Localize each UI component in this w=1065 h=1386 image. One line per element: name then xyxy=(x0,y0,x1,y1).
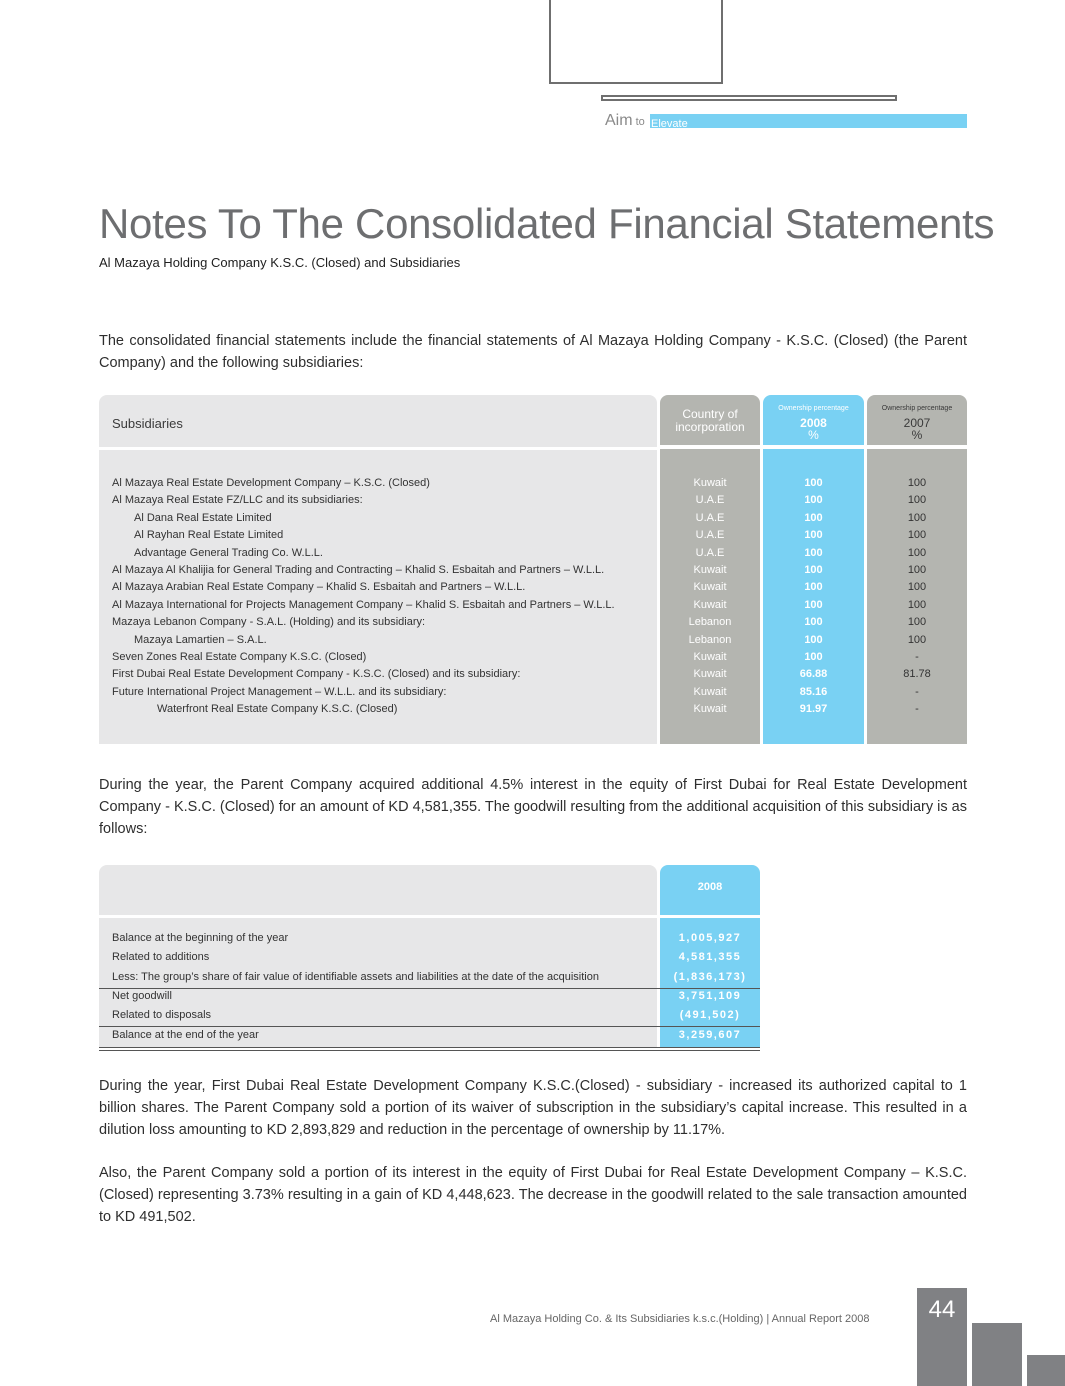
goodwill-label: Related to additions xyxy=(112,951,210,964)
goodwill-value: 1,005,927 xyxy=(678,932,742,944)
subsidiary-name: Advantage General Trading Co. W.L.L. xyxy=(134,546,323,559)
goodwill-label: Related to disposals xyxy=(112,1009,212,1022)
subsidiary-name: Mazaya Lamartien – S.A.L. xyxy=(134,633,267,646)
table-row xyxy=(99,632,967,649)
country-cell: Kuwait xyxy=(693,477,727,489)
ownership-2007-cell: 100 xyxy=(907,564,927,576)
ownership-2007-cell: 100 xyxy=(907,633,927,646)
footer-block-3 xyxy=(1027,1355,1065,1386)
goodwill-value: (1,836,173) xyxy=(673,970,747,983)
table-row xyxy=(99,948,760,967)
subsidiary-name: Mazaya Lebanon Company - S.A.L. (Holding) and its subsidiary: xyxy=(112,616,426,629)
table-row xyxy=(99,684,967,701)
col-header-country xyxy=(660,408,760,434)
table-row xyxy=(99,527,967,544)
subsidiary-name: First Dubai Real Estate Development Company - K.S.C. (Closed) and its subsidiary: xyxy=(112,668,521,681)
table-row xyxy=(99,701,967,718)
tagline-to: to xyxy=(635,116,645,128)
tagline-aim: Aim xyxy=(605,112,633,129)
page-title: Notes To The Consolidated Financial Statements xyxy=(99,200,995,247)
subsidiary-name: Al Mazaya Real Estate FZ/LLC and its subsidiaries: xyxy=(112,494,363,507)
goodwill-value: 4,581,355 xyxy=(678,951,742,964)
ownership-2007-cell: 100 xyxy=(907,598,927,611)
table-row xyxy=(99,649,967,666)
footer-text: Al Mazaya Holding Co. & Its Subsidiaries k.s.c.(Holding) | Annual Report 2008 xyxy=(490,1313,870,1325)
subsidiary-name: Al Mazaya Real Estate Development Company – K.S.C. (Closed) xyxy=(112,477,430,489)
ownership-2008-cell: 100 xyxy=(804,633,823,646)
header-bar-decoration xyxy=(601,95,897,101)
ownership-2007-cell: - xyxy=(915,703,919,716)
ownership-2007-cell: - xyxy=(915,685,919,698)
ownership-2008-cell: 100 xyxy=(804,564,823,576)
acquisition-paragraph: During the year, the Parent Company acquired additional 4.5% interest in the equity of First Dubai for Real Estate Development Company - K.S.C. (Closed) for an amount of KD 4,581,355. The goodwill resulting from the additional acquisition of this subsidiary is as follows: xyxy=(99,777,967,837)
header-frame-decoration xyxy=(549,0,723,84)
ownership-2008-cell: 100 xyxy=(804,511,823,524)
percent-2007: % xyxy=(911,428,923,442)
ownership-2008-cell: 85.16 xyxy=(799,685,828,698)
subsidiary-name: Al Mazaya Al Khalijia for General Trading and Contracting – Khalid S. Esbaitah and Partners – W.L.L. xyxy=(112,564,605,576)
table-row xyxy=(99,475,967,492)
col-header-country-line2: incorporation xyxy=(675,420,745,434)
col-header-ownership-2008-label: Ownership percentage xyxy=(778,405,849,412)
goodwill-value: (491,502) xyxy=(679,1009,741,1022)
col-header-2008 xyxy=(763,417,864,441)
table-row xyxy=(99,545,967,562)
table-row xyxy=(99,968,760,987)
ownership-2008-cell: 100 xyxy=(804,581,823,594)
table-row xyxy=(99,510,967,527)
table-row xyxy=(99,492,967,509)
ownership-2008-cell: 100 xyxy=(804,598,823,611)
goodwill-label: Balance at the beginning of the year xyxy=(112,932,289,944)
ownership-2008-cell: 100 xyxy=(804,494,823,507)
goodwill-year: 2008 xyxy=(697,881,723,893)
dilution-text: During the year, First Dubai Real Estate Development Company K.S.C.(Closed) - subsidiary - increased its authorized capital to 1 billion shares. The Parent Company sold a portion of its waiver of subscription in the subsidiary’s capital increase. This resulted in a dilution loss amounting to KD 2,893,829 and reduction in the percentage of ownership by 11.17%. xyxy=(99,1078,967,1138)
goodwill-header-panel xyxy=(99,865,657,915)
page-subtitle: Al Mazaya Holding Company K.S.C. (Closed) and Subsidiaries xyxy=(99,255,461,270)
subsidiary-name: Al Rayhan Real Estate Limited xyxy=(134,529,284,542)
country-cell: Kuwait xyxy=(693,581,727,594)
ownership-2007-cell: 100 xyxy=(907,494,927,507)
subsidiary-name: Future International Project Management – W.L.L. and its subsidiary: xyxy=(112,685,447,698)
goodwill-value: 3,751,109 xyxy=(678,989,742,1002)
subsidiary-name: Al Dana Real Estate Limited xyxy=(134,511,272,524)
country-cell: Kuwait xyxy=(693,651,727,663)
ownership-2007-cell: 100 xyxy=(907,477,927,489)
col-header-subsidiaries: Subsidiaries xyxy=(112,416,183,431)
country-cell: Lebanon xyxy=(688,633,732,646)
page-number: 44 xyxy=(928,1296,956,1323)
subsidiary-name: Seven Zones Real Estate Company K.S.C. (Closed) xyxy=(112,651,367,663)
tagline-bar xyxy=(650,114,967,128)
goodwill-label: Net goodwill xyxy=(112,989,172,1002)
table-row xyxy=(99,597,967,614)
header-divider xyxy=(99,447,657,450)
country-cell: U.A.E xyxy=(695,529,725,542)
country-cell: Kuwait xyxy=(693,668,727,681)
ownership-2007-cell: 100 xyxy=(907,511,927,524)
subsidiary-name: Al Mazaya International for Projects Management Company – Khalid S. Esbaitah and Partners – W.L.L. xyxy=(112,598,615,611)
table-row xyxy=(99,562,967,579)
table-row xyxy=(99,929,760,948)
ownership-2007-cell: 100 xyxy=(907,581,927,594)
subsidiary-name: Waterfront Real Estate Company K.S.C. (Closed) xyxy=(157,703,398,716)
ownership-2008-cell: 66.88 xyxy=(799,668,828,681)
year-2008: 2008 xyxy=(800,416,827,430)
country-cell: Kuwait xyxy=(693,685,727,698)
intro-paragraph: The consolidated financial statements include the financial statements of Al Mazaya Holding Company - K.S.C. (Closed) (the Parent Company) and the following subsidiaries: xyxy=(99,333,967,371)
tagline-elevate: Elevate xyxy=(651,118,688,130)
table-row xyxy=(99,614,967,631)
goodwill-value: 3,259,607 xyxy=(678,1028,742,1041)
table-row xyxy=(99,666,967,683)
total-rule-double-1 xyxy=(99,1047,760,1048)
dilution-paragraph xyxy=(99,1075,967,1141)
ownership-2007-cell: 100 xyxy=(907,546,927,559)
country-cell: Kuwait xyxy=(693,598,727,611)
country-cell: Kuwait xyxy=(693,703,727,716)
country-cell: Lebanon xyxy=(688,616,732,629)
subsidiary-name: Al Mazaya Arabian Real Estate Company – Khalid S. Esbaitah and Partners – W.L.L. xyxy=(112,581,526,594)
country-cell: U.A.E xyxy=(695,511,725,524)
col-header-ownership-2007-label: Ownership percentage xyxy=(881,405,953,412)
ownership-2007-cell: - xyxy=(915,651,919,663)
footer-block-2 xyxy=(972,1323,1022,1386)
country-cell: U.A.E xyxy=(695,494,725,507)
table-row xyxy=(99,987,760,1006)
ownership-2007-cell: 100 xyxy=(907,529,927,542)
country-cell: U.A.E xyxy=(695,546,725,559)
percent-2008: % xyxy=(808,428,819,442)
ownership-2008-cell: 100 xyxy=(804,477,823,489)
ownership-2008-cell: 100 xyxy=(804,616,823,629)
goodwill-label: Less: The group’s share of fair value of identifiable assets and liabilities at the date of the acquisition xyxy=(112,970,599,983)
sale-paragraph: Also, the Parent Company sold a portion of its interest in the equity of First Dubai for Real Estate Development Company – K.S.C. (Closed) representing 3.73% resulting in a gain of KD 4,448,623. The decrease in the goodwill related to the sale transaction amounted to KD 491,502. xyxy=(99,1165,967,1225)
ownership-2008-cell: 100 xyxy=(804,651,823,663)
table-row xyxy=(99,579,967,596)
table-row xyxy=(99,1026,760,1045)
ownership-2008-cell: 100 xyxy=(804,546,823,559)
country-cell: Kuwait xyxy=(693,564,727,576)
ownership-2008-cell: 100 xyxy=(804,529,823,542)
col-header-2007 xyxy=(867,417,967,441)
total-rule-double-2 xyxy=(99,1050,760,1051)
year-2007: 2007 xyxy=(903,416,931,430)
tagline xyxy=(605,112,645,130)
table-row xyxy=(99,1006,760,1025)
ownership-2008-cell: 91.97 xyxy=(799,703,828,716)
goodwill-label: Balance at the end of the year xyxy=(112,1028,259,1041)
ownership-2007-cell: 100 xyxy=(907,616,927,629)
ownership-2007-cell: 81.78 xyxy=(903,668,931,681)
col-header-country-line1: Country of xyxy=(682,407,738,421)
column-header-divider xyxy=(660,445,967,449)
